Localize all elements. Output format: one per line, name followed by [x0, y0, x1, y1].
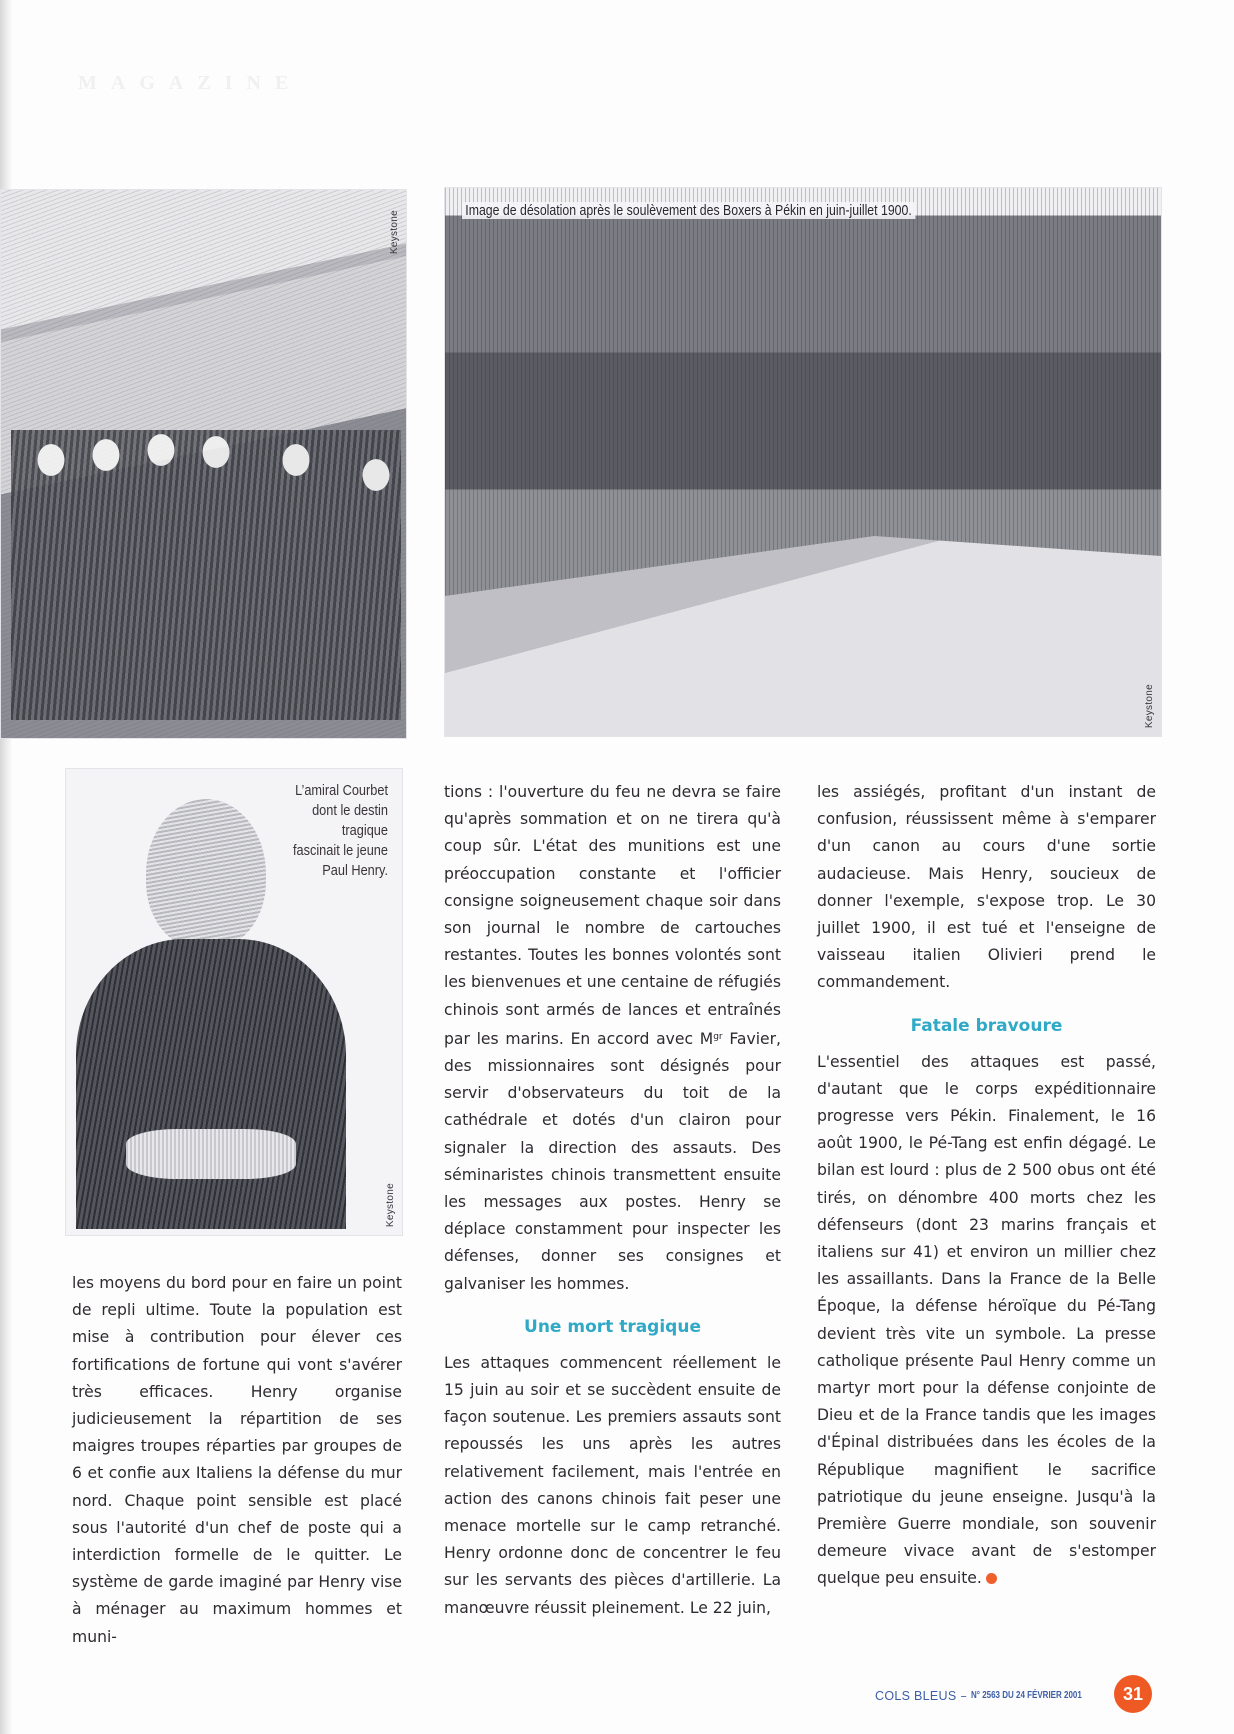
page-number-badge: 31 [1114, 1675, 1152, 1713]
paragraph: les assiégés, profitant d'un instant de confusion, réussissent même à s'emparer d'un canon au cours d'une sortie audacieuse. Mais Henry, soucieux de donner l'exemple, s'expose trop. Le 30 juillet 1900, il est tué et l'enseigne de vaisseau italien Olivieri prend le commandement. [817, 783, 1156, 992]
caption-line: Paul Henry. [322, 863, 388, 879]
paragraph-text: L'essentiel des attaques est passé, d'autant que le corps expéditionnaire progresse vers Pékin. Finalement, le 16 août 1900, le Pé-Tang est enfin dégagé. Le bilan est lourd : plus de 2 500 obus ont été tirés, on dénombre 400 morts chez les défenseurs (dont 23 marins français et italiens sur 41) et environ un millier chez les assaillants. Dans la France de la Belle Époque, la défense héroïque du Pé-Tang devient très vite un symbole. La presse catholique présente Paul Henry comme un martyr mort pour la défense conjointe de Dieu et de la France tandis que les images d'Épinal distribuées dans les écoles de la République magnifient le sacrifice patriotique du jeune enseigne. Jusqu'à la Première Guerre mondiale, son souvenir demeure vivace avant de s'estomper quelque peu ensuite. [817, 1052, 1156, 1588]
portrait-head [146, 799, 266, 949]
caption-line: fascinait le jeune [292, 843, 388, 859]
paragraph [444, 779, 781, 1298]
issue-info: N° 2563 DU 24 FÉVRIER 2001 [970, 1690, 1082, 1701]
article-column-2 [444, 779, 781, 1622]
street-scene [445, 536, 1161, 736]
superscript-mgr: gr [713, 1031, 723, 1042]
subheading-fatale-bravoure: Fatale bravoure [910, 1015, 1063, 1036]
photo-credit: Keystone [385, 1182, 396, 1227]
courbet-portrait-image [65, 768, 403, 1236]
photo-credit: Keystone [1144, 683, 1155, 728]
peking-desolation-photo [444, 187, 1162, 737]
paragraph-text: Favier, des missionnaires sont désignés pour servir d'observateurs du toit de la cathédrale et dotés d'un clairon pour signaler la direction des assauts. Des séminaristes chinois transmettent ensuite les messages aux postes. Henry se déplace constamment pour inspecter les défenses, donner ses consignes et galvaniser les hommes. [444, 1029, 781, 1293]
page-footer [875, 1688, 1121, 1703]
soldiers-engraving-image [0, 189, 407, 739]
magazine-name: COLS BLEUS [875, 1688, 957, 1703]
portrait-caption [256, 781, 388, 881]
caption-line: L’amiral Courbet [295, 783, 388, 799]
paragraph: Les attaques commencent réellement le 15 juin au soir et se succèdent ensuite de façon soutenue. Les premiers assauts sont repoussés les uns après les autres relativement facilement, mais l'entrée en action des canons chinois fait peser une menace mortelle sur le camp retranché. Henry ordonne donc de concentrer le feu sur les servants des pièces d'artillerie. La manœuvre réussit pleinement. Le 22 juin, [444, 1353, 781, 1617]
paragraph-text: tions : l'ouverture du feu ne devra se faire qu'après sommation et on ne tirera qu'à coup sûr. L'état des munitions est une préoccupation constante et l'officier consigne soigneusement chaque soir dans son journal le nombre de cartouches restantes. Toutes les bonnes volontés sont les bienvenues et une centaine de réfugiés chinois sont armés de lances et entraînés par les marins. En accord avec M [444, 783, 781, 1048]
article-column-3 [817, 779, 1156, 1593]
subheading-une-mort-tragique: Une mort tragique [524, 1316, 701, 1337]
caption-line: dont le destin [312, 803, 388, 819]
soldiers-figures [11, 430, 401, 720]
section-header-ghost: MAGAZINE [78, 72, 303, 94]
caption-line: tragique [341, 823, 388, 839]
paragraph: les moyens du bord pour en faire un point de repli ultime. Toute la population est mise à contribution pour élever ces fortifications de fortune qui vont s'avérer très efficaces. Henry organise judicieusement la répartition de ses maigres troupes réparties par groupes de 6 et confie aux Italiens la défense du mur nord. Chaque point sensible est placé sous l'autorité d'un chef de poste qui a interdiction formelle de le quitter. Le système de garde imaginé par Henry vise à ménager au maximum hommes et muni- [72, 1274, 402, 1646]
article-column-1 [72, 1270, 402, 1651]
photo-credit: Keystone [389, 210, 400, 255]
portrait-sash [126, 1129, 296, 1179]
photo-caption: Image de désolation après le soulèvement des Boxers à Pékin en juin-juillet 1900. [462, 202, 915, 219]
end-of-article-dot-icon [986, 1573, 997, 1584]
footer-dash: – [960, 1688, 967, 1703]
paragraph [817, 1049, 1156, 1593]
portrait-uniform [76, 939, 346, 1229]
